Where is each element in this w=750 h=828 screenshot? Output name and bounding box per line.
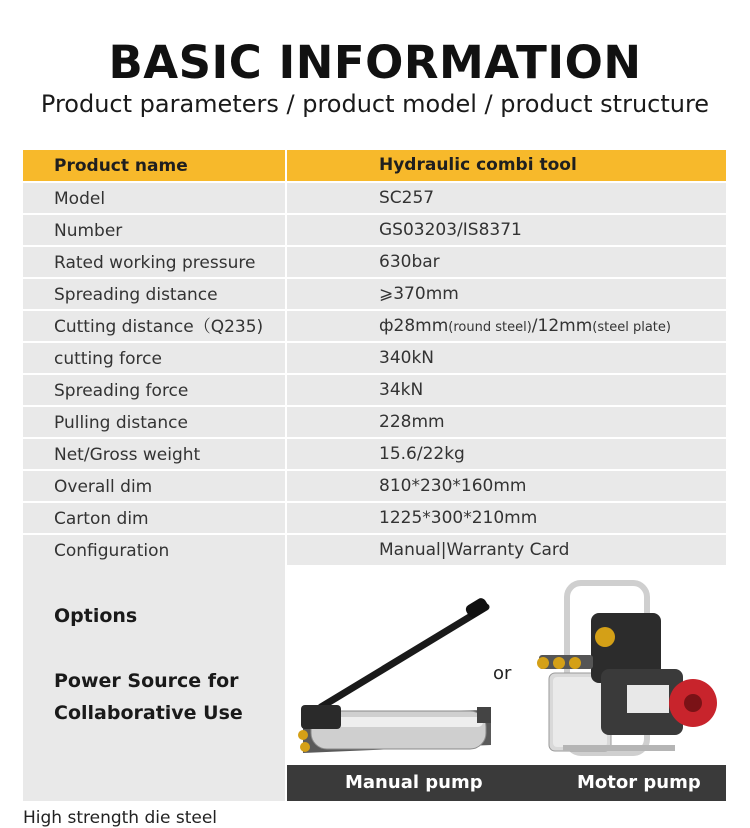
row-value: 1225*300*210mm: [379, 508, 538, 528]
page-subtitle: Product parameters / product model / product structure: [40, 90, 710, 118]
table-row: [23, 279, 726, 309]
row-value: Manual|Warranty Card: [379, 540, 570, 560]
row-label: Configuration: [54, 541, 170, 561]
row-label: Overall dim: [54, 477, 153, 497]
table-row: [23, 439, 726, 469]
table-row: [23, 535, 726, 565]
row-value: ⩾370mm: [379, 284, 459, 304]
row-label: Pulling distance: [54, 413, 188, 433]
table-row: [23, 407, 726, 437]
options-image-cell: [287, 565, 726, 801]
value-note: (steel plate): [592, 320, 671, 335]
value-part: /12mm: [531, 316, 593, 336]
manual-pump-label: Manual pump: [345, 772, 483, 793]
row-label: Spreading distance: [54, 285, 218, 305]
row-label: Spreading force: [54, 381, 189, 401]
row-label: Number: [54, 221, 123, 241]
row-label: Carton dim: [54, 509, 149, 529]
table-row: [23, 183, 726, 213]
page-title: BASIC INFORMATION: [108, 36, 642, 89]
value-note: (round steel): [448, 320, 532, 335]
row-value: [287, 311, 726, 341]
power-source-line2: Collaborative Use: [54, 702, 243, 724]
motor-pump-image: [519, 573, 724, 763]
manual-pump-image: [291, 595, 491, 785]
header-value: Hydraulic combi tool: [379, 155, 577, 175]
row-value: SC257: [379, 188, 435, 208]
power-source-line1: Power Source for: [54, 670, 239, 692]
table-header-row: [23, 150, 726, 181]
options-section: [23, 565, 726, 801]
table-row: [23, 311, 726, 341]
footer-text: High strength die steel: [23, 808, 218, 828]
row-value: 810*230*160mm: [379, 476, 527, 496]
options-label: Options: [54, 605, 138, 627]
row-value: 228mm: [379, 412, 445, 432]
row-value: 340kN: [379, 348, 435, 368]
or-text: or: [493, 663, 512, 684]
table-row: [23, 471, 726, 501]
spec-table: [23, 150, 726, 567]
row-label: Rated working pressure: [54, 253, 256, 273]
row-label: cutting force: [54, 349, 162, 369]
row-label: Model: [54, 189, 106, 209]
table-row: [23, 503, 726, 533]
value-part: ф28mm: [379, 316, 449, 336]
row-value: 630bar: [379, 252, 440, 272]
motor-pump-label: Motor pump: [577, 772, 701, 793]
table-row: [23, 343, 726, 373]
row-value: GS03203/IS8371: [379, 220, 522, 240]
table-row: [23, 247, 726, 277]
table-row: [23, 215, 726, 245]
row-value: 34kN: [379, 380, 424, 400]
row-label: Net/Gross weight: [54, 445, 201, 465]
header-label: Product name: [54, 156, 188, 176]
row-label: Cutting distance（Q235): [54, 317, 264, 337]
pump-label-bar: [287, 765, 726, 801]
row-value: 15.6/22kg: [379, 444, 465, 464]
options-label-cell: [23, 565, 285, 801]
table-row: [23, 375, 726, 405]
